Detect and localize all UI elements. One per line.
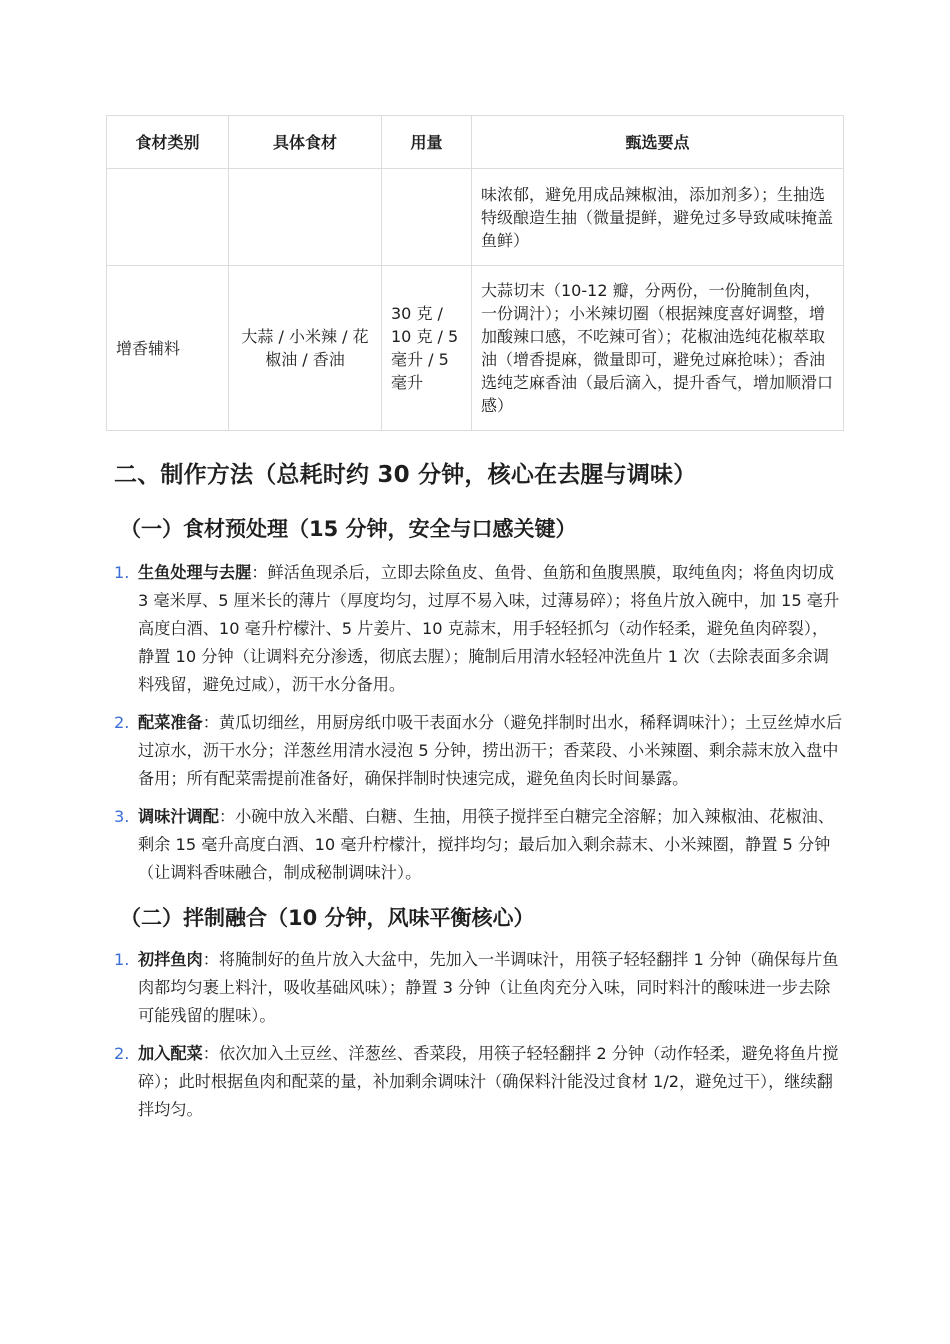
- table-cell-items: 大蒜 / 小米辣 / 花椒油 / 香油: [229, 266, 382, 431]
- list-item: [106, 709, 844, 793]
- prep-steps-list: [106, 559, 844, 887]
- table-header-amount: 用量: [382, 116, 472, 169]
- list-item: [106, 946, 844, 1030]
- step-text: ：将腌制好的鱼片放入大盆中，先加入一半调味汁，用筷子轻轻翻拌 1 分钟（确保每片鱼肉都均匀裹上料汁，吸收基础风味）；静置 3 分钟（让鱼肉充分入味，同时料汁的酸味进一步去除可能残留的腥味）。: [138, 950, 839, 1025]
- step-label: 配菜准备: [138, 713, 203, 732]
- step-text: ：依次加入土豆丝、洋葱丝、香菜段，用筷子轻轻翻拌 2 分钟（动作轻柔，避免将鱼片搅碎）；此时根据鱼肉和配菜的量，补加剩余调味汁（确保料汁能没过食材 1/2，避免过干），继续翻拌均匀。: [138, 1044, 839, 1119]
- table-row: [107, 169, 844, 266]
- subsection-heading-prep: （一）食材预处理（15 分钟，安全与口感关键）: [120, 517, 577, 541]
- table-cell-category: [107, 169, 229, 266]
- step-label: 生鱼处理与去腥: [138, 563, 252, 582]
- table-cell-amount: [382, 169, 472, 266]
- list-number: 3.: [114, 807, 130, 826]
- list-number: 1.: [114, 950, 130, 969]
- list-item: [106, 1040, 844, 1124]
- table-cell-notes: 味浓郁，避免用成品辣椒油，添加剂多）；生抽选特级酿造生抽（微量提鲜，避免过多导致咸味掩盖鱼鲜）: [472, 169, 844, 266]
- step-label: 调味汁调配: [138, 807, 219, 826]
- document-page: [106, 115, 844, 1134]
- step-label: 初拌鱼肉: [138, 950, 203, 969]
- step-label: 加入配菜: [138, 1044, 203, 1063]
- list-item: [106, 803, 844, 887]
- table-cell-items: [229, 169, 382, 266]
- list-number: 2.: [114, 713, 130, 732]
- mixing-steps-list: [106, 946, 844, 1124]
- subsection-heading-mixing: （二）拌制融合（10 分钟，风味平衡核心）: [120, 906, 535, 930]
- table-cell-category: 增香辅料: [107, 266, 229, 431]
- step-text: ：黄瓜切细丝，用厨房纸巾吸干表面水分（避免拌制时出水，稀释调味汁）；土豆丝焯水后过凉水，沥干水分；洋葱丝用清水浸泡 5 分钟，捞出沥干；香菜段、小米辣圈、剩余蒜末放入盘中备用；所有配菜需提前准备好，确保拌制时快速完成，避免鱼肉长时间暴露。: [138, 713, 843, 788]
- table-header-category: 食材类别: [107, 116, 229, 169]
- step-text: ：鲜活鱼现杀后，立即去除鱼皮、鱼骨、鱼筋和鱼腹黑膜，取纯鱼肉；将鱼肉切成 3 毫米厚、5 厘米长的薄片（厚度均匀，过厚不易入味，过薄易碎）；将鱼片放入碗中，加 15 毫升高度白酒、10 毫升柠檬汁、5 片姜片、10 克蒜末，用手轻轻抓匀（动作轻柔，避免鱼肉碎裂），静置 10 分钟（让调料充分渗透，彻底去腥）；腌制后用清水轻轻冲洗鱼片 1 次（去除表面多余调料残留，避免过咸），沥干水分备用。: [138, 563, 840, 694]
- table-cell-amount: 30 克 / 10 克 / 5 毫升 / 5 毫升: [382, 266, 472, 431]
- list-number: 2.: [114, 1044, 130, 1063]
- table-header-notes: 甄选要点: [472, 116, 844, 169]
- list-number: 1.: [114, 563, 130, 582]
- step-text: ：小碗中放入米醋、白糖、生抽，用筷子搅拌至白糖完全溶解；加入辣椒油、花椒油、剩余 15 毫升高度白酒、10 毫升柠檬汁，搅拌均匀；最后加入剩余蒜末、小米辣圈，静置 5 分钟（让调料香味融合，制成秘制调味汁）。: [138, 807, 835, 882]
- table-header-items: 具体食材: [229, 116, 382, 169]
- list-item: [106, 559, 844, 699]
- table-row: [107, 266, 844, 431]
- section-heading-method: 二、制作方法（总耗时约 30 分钟，核心在去腥与调味）: [114, 462, 697, 488]
- ingredient-table: [106, 115, 844, 431]
- table-cell-notes: 大蒜切末（10-12 瓣，分两份，一份腌制鱼肉，一份调汁）；小米辣切圈（根据辣度喜好调整，增加酸辣口感，不吃辣可省）；花椒油选纯花椒萃取油（增香提麻，微量即可，避免过麻抢味）；香油选纯芝麻香油（最后滴入，提升香气，增加顺滑口感）: [472, 266, 844, 431]
- table-header-row: [107, 116, 844, 169]
